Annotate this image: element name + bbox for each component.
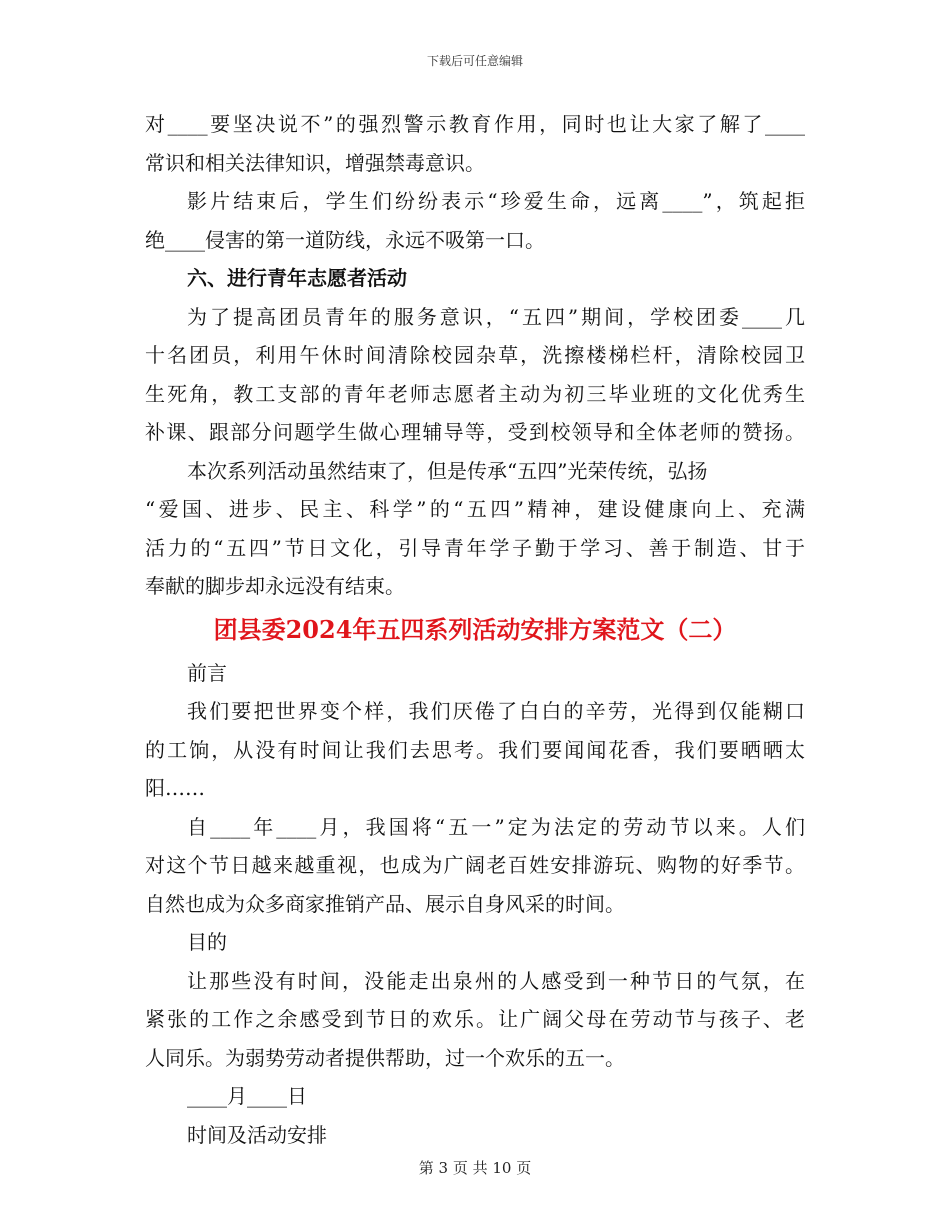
paragraph-line: 我们要把世界变个样，我们厌倦了白白的辛劳，光得到仅能糊口 — [187, 699, 805, 723]
subheading-schedule: 时间及活动安排 — [187, 1122, 327, 1147]
paragraph-line: 阳…… — [145, 776, 205, 800]
paragraph-line: 的工饷，从没有时间让我们去思考。我们要闻闻花香，我们要晒晒太 — [145, 737, 805, 762]
date-line: ____月____日 — [187, 1084, 307, 1108]
paragraph-line: 自____年____月，我国将“五一”定为法定的劳动节以来。人们 — [187, 814, 805, 839]
paragraph-line: 本次系列活动虽然结束了，但是传承“五四”光荣传统，弘扬 — [187, 458, 708, 483]
paragraph-line: 人同乐。为弱势劳动者提供帮助，过一个欢乐的五一。 — [145, 1045, 625, 1070]
paragraph-line: 对____要坚决说不”的强烈警示教育作用，同时也让大家了解了____ — [145, 112, 805, 136]
paragraph-line: 生死角，教工支部的青年老师志愿者主动为初三毕业班的文化优秀生 — [145, 381, 805, 406]
paragraph-line: 紧张的工作之余感受到节日的欢乐。让广阔父母在劳动节与孩子、老 — [145, 1007, 805, 1031]
paragraph-line: 活力的“五四”节日文化，引导青年学子勤于学习、善于制造、甘于 — [145, 535, 805, 560]
paragraph-line: 常识和相关法律知识，增强禁毒意识。 — [145, 150, 485, 175]
paragraph-line: “爱国、进步、民主、科学”的“五四”精神，建设健康向上、充满 — [145, 497, 805, 521]
paragraph-line: 补课、跟部分问题学生做心理辅导等，受到校领导和全体老师的赞扬。 — [145, 420, 805, 444]
section-heading: 六、进行青年志愿者活动 — [187, 266, 407, 290]
document-title: 团县委2024年五四系列活动安排方案范文（二） — [213, 614, 737, 644]
paragraph-line: 十名团员，利用午休时间清除校园杂草，洗擦楼梯栏杆，清除校园卫 — [145, 343, 805, 367]
paragraph-line: 对这个节日越来越重视，也成为广阔老百姓安排游玩、购物的好季节。 — [145, 853, 805, 877]
paragraph-line: 影片结束后，学生们纷纷表示“珍爱生命，远离____”，筑起拒 — [187, 189, 805, 213]
document-body — [145, 105, 805, 1154]
paragraph-line: 为了提高团员青年的服务意识，“五四”期间，学校团委____几 — [187, 304, 805, 329]
paragraph-line: 让那些没有时间，没能走出泉州的人感受到一种节日的气氛，在 — [187, 968, 805, 993]
subheading-purpose: 目的 — [187, 930, 227, 954]
subheading-preface: 前言 — [187, 660, 227, 685]
paragraph-line: 绝____侵害的第一道防线，永远不吸第一口。 — [145, 227, 545, 252]
paragraph-line: 自然也成为众多商家推销产品、展示自身风采的时间。 — [145, 891, 625, 916]
paragraph-line: 奉献的脚步却永远没有结束。 — [145, 574, 405, 598]
page-header: 下载后可任意编辑 — [426, 54, 523, 68]
page-footer: 第 3 页 共 10 页 — [418, 1159, 532, 1177]
